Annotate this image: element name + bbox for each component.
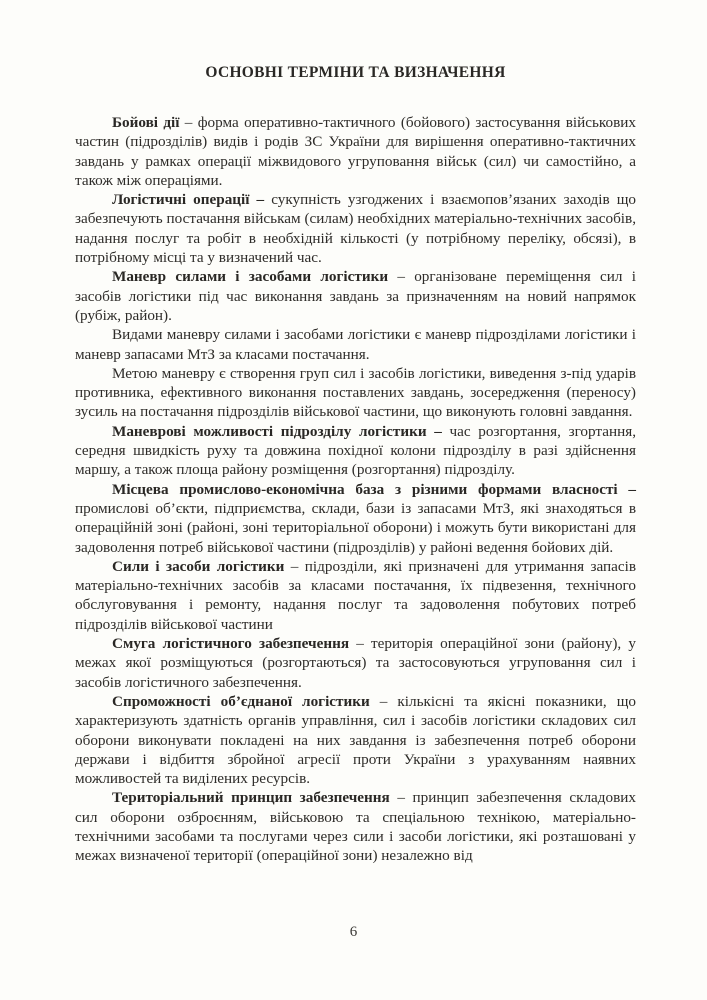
definition-paragraph — [75, 422, 636, 480]
definition-paragraph — [75, 692, 636, 788]
term-label: Місцева промислово-економічна база з різними формами власності – — [112, 480, 636, 498]
definition-paragraph — [75, 190, 636, 267]
definition-text: час розгортання, згортання, середня швидкість руху та довжина похідної колони підрозділу в разі здійснення маршу, а також площа району розміщення (розгортання) підрозділу. — [75, 422, 637, 479]
term-label: Смуга логістичного забезпечення — [112, 635, 350, 653]
definition-paragraph — [75, 267, 636, 325]
definition-paragraph — [75, 557, 636, 634]
definition-text: промислові об’єкти, підприємства, склади, бази із запасами МтЗ, які знаходяться в операційній зоні (районі, зоні територіальної оборони) і можуть бути використані для задоволення потреб військової частини (підрозділів) у районі ведення бойових дій. — [75, 499, 636, 556]
definition-text: Метою маневру є створення груп сил і засобів логістики, виведення з-під ударів противника, ефективного виконання поставлених завдань, зосередження (переносу) зусиль на постачання підрозділів військової частини, що виконують головні завдання. — [75, 364, 636, 421]
definition-text: Видами маневру силами і засобами логістики є маневр підрозділами логістики і маневр запасами МтЗ за класами постачання. — [75, 326, 636, 363]
definition-text: – підрозділи, які призначені для утримання запасів матеріально-технічних засобів за класами постачання, їх підвезення, технічного обслуговування і ремонту, надання послуг та задоволення побутових потреб підрозділів військової частини — [75, 557, 636, 633]
document-body — [75, 113, 636, 866]
term-label: Бойові дії — [112, 114, 180, 131]
page-number: 6 — [349, 924, 358, 940]
definition-paragraph — [75, 480, 636, 557]
definition-paragraph — [75, 325, 636, 364]
definition-paragraph — [75, 788, 636, 865]
term-label: Маневрові можливості підрозділу логістики – — [112, 422, 442, 440]
term-label: Спроможності об’єднаної логістики — [112, 692, 370, 710]
page-title: ОСНОВНІ ТЕРМІНИ ТА ВИЗНАЧЕННЯ — [205, 64, 506, 81]
definition-text: – форма оперативно-тактичного (бойового) застосування військових частин (підрозділів) видів і родів ЗС України для вирішення оперативно-тактичних завдань у рамках операції міжвидового угруповання військ (сил) чи самостійно, а також між операціями. — [75, 114, 636, 189]
definition-paragraph — [75, 113, 636, 190]
term-label: Логістичні операції – — [112, 191, 265, 209]
definition-text: – територія операційної зони (району), у межах якої розміщуються (розгортаються) та застосовуються угруповання сил і засобів логістичного забезпечення. — [75, 635, 636, 691]
definition-text: – принцип забезпечення складових сил оборони озброєнням, військовою та спеціальною технікою, матеріально-технічними засобами та послугами через сили і засоби логістики, які розташовані у межах визначеної території (операційної зони) незалежно від — [75, 789, 636, 865]
term-label: Маневр силами і засобами логістики — [112, 268, 389, 286]
term-label: Територіальний принцип забезпечення — [112, 789, 390, 807]
definition-paragraph — [75, 364, 636, 422]
definition-paragraph — [75, 634, 636, 692]
term-label: Сили і засоби логістики — [112, 557, 285, 575]
definition-text: сукупність узгоджених і взаємопов’язаних заходів що забезпечують постачання військам (силам) необхідних матеріально-технічних засобів, надання послуг та робіт в необхідній кількості (у потрібному переліку, обсязі), в потрібному місці та у визначений час. — [75, 191, 636, 267]
definition-text: – організоване переміщення сил і засобів логістики під час виконання завдань за призначенням на новий напрямок (рубіж, район). — [75, 268, 636, 324]
definition-text: – кількісні та якісні показники, що характеризують здатність органів управління, сил і засобів логістики складових сил оборони виконувати покладені на них завдання із забезпечення потреб оборони держави і відбиття збройної агресії проти України з урахуванням наявних можливостей та виділених ресурсів. — [75, 692, 636, 788]
